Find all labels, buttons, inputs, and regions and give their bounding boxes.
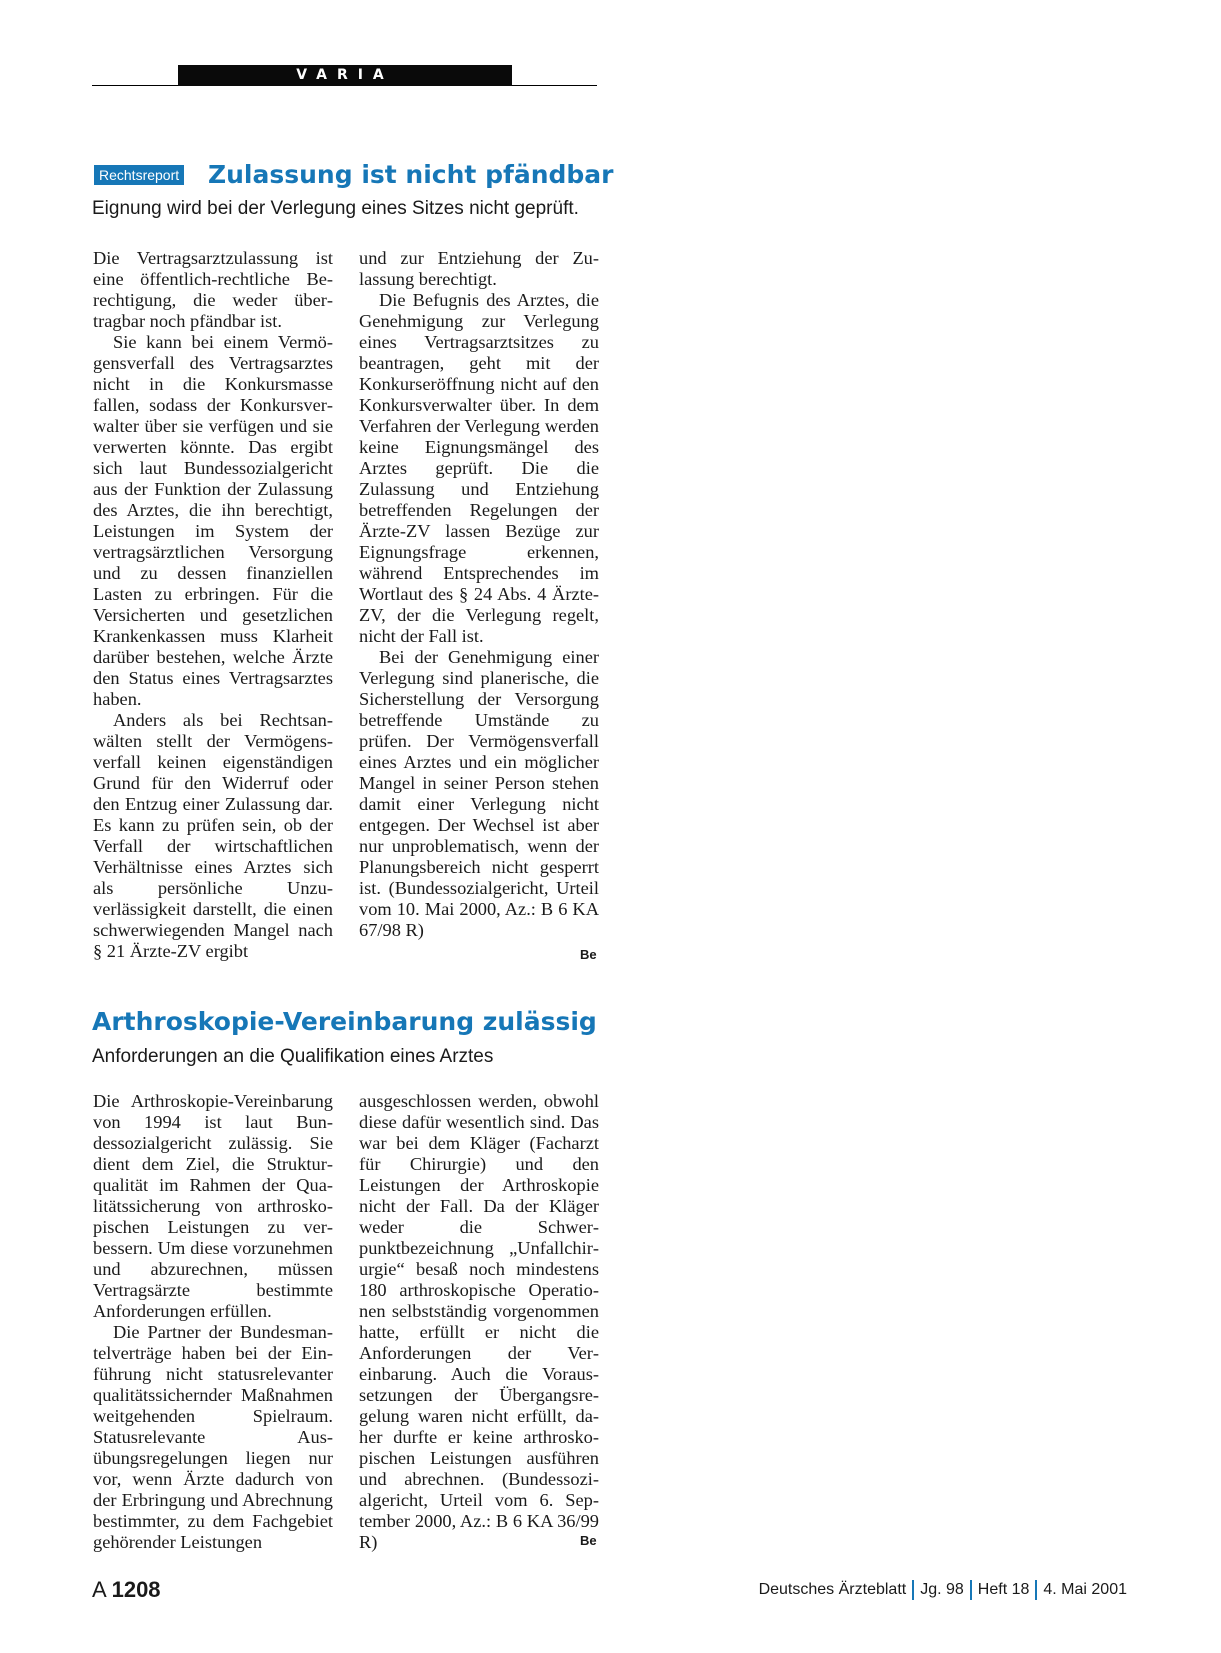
article-title: Zulassung ist nicht pfändbar xyxy=(208,160,614,189)
journal-info xyxy=(759,1580,1127,1600)
paragraph: und zur Entziehung der Zulassung berechtigt. xyxy=(359,248,599,289)
rubric-badge: Rechtsreport xyxy=(94,165,184,185)
article-column-left xyxy=(93,1091,333,1553)
article-subtitle: Anforderungen an die Qualifikation eines Arztes xyxy=(92,1046,494,1067)
separator xyxy=(970,1580,972,1600)
article-subtitle: Eignung wird bei der Verlegung eines Sitzes nicht geprüft. xyxy=(92,198,579,219)
journal-issue: Heft 18 xyxy=(977,1581,1030,1598)
author-signature: Be xyxy=(580,1533,597,1548)
paragraph: Bei der Genehmigung einer Verlegung sind planerische, die Sicherstellung der Versorgung betreffende Umstände zu prüfen. Der Vermögensverfall eines Arztes und ein möglicher Mangel in seiner Person stehen damit einer Verlegung nicht entgegen. Der Wechsel ist aber nur unproblematisch, wenn der Planungsbereich nicht gesperrt ist. (Bundessozialgericht, Urteil vom 10. Mai 2000, Az.: B 6 KA 67/98 R) xyxy=(359,647,599,940)
paragraph: Die Arthroskopie-Vereinbarung von 1994 ist laut Bundessozialgericht zulässig. Sie dient dem Ziel, die Strukturqualität im Rahmen der Qualitätssicherung von arthroskopischen Leistungen zu verbessern. Um diese vorzunehmen und abzurechnen, müssen Vertragsärzte bestimmte Anforderungen erfüllen. xyxy=(93,1091,333,1321)
paragraph: Sie kann bei einem Vermögensverfall des Vertragsarztes nicht in die Konkursmasse fallen, sodass der Konkursverwalter über sie verfügen und sie verwerten könnte. Das ergibt sich laut Bundessozialgericht aus der Funktion der Zulassung des Arztes, die ihn berechtigt, Leistungen im System der vertragsärztlichen Versorgung und zu dessen finanziellen Lasten zu erbringen. Für die Versicherten und gesetzlichen Krankenkassen muss Klarheit darüber bestehen, welche Ärzte den Status eines Vertragsarztes haben. xyxy=(93,332,333,709)
article-column-right xyxy=(359,248,599,941)
article-column-left xyxy=(93,248,333,962)
page-number-value: 1208 xyxy=(111,1577,161,1602)
separator xyxy=(912,1580,914,1600)
paragraph: Die Partner der Bundesmantelverträge haben bei der Einführung nicht statusrelevanter qualitätssichernder Maßnahmen weitgehenden Spielraum. Statusrelevante Ausübungsregelungen liegen nur vor, wenn Ärzte dadurch von der Erbringung und Abrechnung bestimmter, zu dem Fachgebiet gehörender Leistungen xyxy=(93,1322,333,1552)
section-label: VARIA xyxy=(178,65,512,86)
paragraph: Anders als bei Rechtsanwälten stellt der Vermögensverfall keinen eigenständigen Grund für den Widerruf oder den Entzug einer Zulassung dar. Es kann zu prüfen sein, ob der Verfall der wirtschaftlichen Verhältnisse eines Arztes sich als persönliche Unzuverlässigkeit darstellt, die einen schwerwiegenden Mangel nach § 21 Ärzte-ZV ergibt xyxy=(93,710,333,961)
author-signature: Be xyxy=(580,947,597,962)
journal-date: 4. Mai 2001 xyxy=(1043,1581,1127,1598)
paragraph: Die Befugnis des Arztes, die Genehmigung zur Verlegung eines Vertragsarztsitzes zu beantragen, geht mit der Konkurseröffnung nicht auf den Konkursverwalter über. In dem Verfahren der Verlegung werden keine Eignungsmängel des Arztes geprüft. Die die Zulassung und Entziehung betreffenden Regelungen der Ärzte-ZV lassen Bezüge zur Eignungsfrage erkennen, während Entsprechendes im Wortlaut des § 24 Abs. 4 Ärzte-ZV, der die Verlegung regelt, nicht der Fall ist. xyxy=(359,290,599,646)
article-title: Arthroskopie-Vereinbarung zulässig xyxy=(92,1007,597,1036)
separator xyxy=(1035,1580,1037,1600)
page-number xyxy=(92,1577,161,1603)
paragraph: Die Vertragsarztzulassung ist eine öffentlich-rechtliche Berechtigung, die weder übertragbar noch pfändbar ist. xyxy=(93,248,333,331)
journal-volume: Jg. 98 xyxy=(920,1581,964,1598)
page-prefix: A xyxy=(92,1577,106,1602)
article-column-right xyxy=(359,1091,599,1553)
paragraph: ausgeschlossen werden, obwohl diese dafür wesentlich sind. Das war bei dem Kläger (Facharzt für Chirurgie) und den Leistungen der Arthroskopie nicht der Fall. Da der Kläger weder die Schwerpunktbezeichnung „Unfallchirurgie“ besaß noch mindestens 180 arthroskopische Operationen selbstständig vorgenommen hatte, erfüllt er nicht die Anforderungen der Vereinbarung. Auch die Voraussetzungen der Übergangsregelung waren nicht erfüllt, daher durfte er keine arthroskopischen Leistungen ausführen und abrechnen. (Bundessozialgericht, Urteil vom 6. September 2000, Az.: B 6 KA 36/99 R) xyxy=(359,1091,599,1552)
journal-name: Deutsches Ärzteblatt xyxy=(758,1581,907,1598)
